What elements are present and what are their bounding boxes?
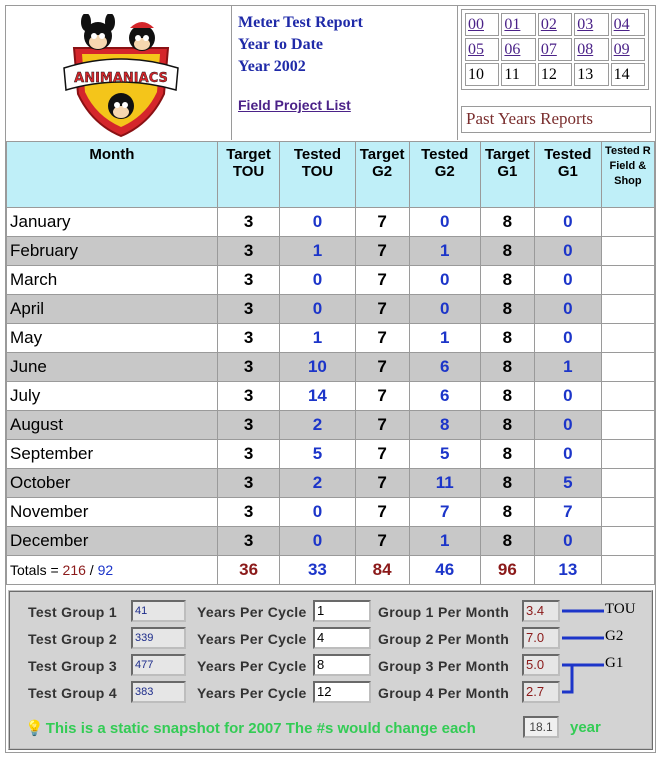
cell-month: May: [7, 324, 218, 353]
totals-tested-g2: 46: [409, 556, 480, 585]
years-per-cycle-3-input[interactable]: 8: [313, 654, 371, 676]
cell-month: October: [7, 469, 218, 498]
year-value-field: 18.1: [523, 716, 559, 738]
years-per-cycle-2-input[interactable]: 4: [313, 627, 371, 649]
cell-month: July: [7, 382, 218, 411]
group-4-per-month-field: 2.7: [522, 681, 560, 703]
cell-target-g2: 7: [355, 266, 409, 295]
field-project-list-link[interactable]: Field Project List: [238, 97, 351, 113]
header-tested-tou: Tested TOU: [280, 142, 355, 208]
cell-target-tou: 3: [217, 208, 280, 237]
cell-tested-r: [601, 353, 654, 382]
cell-tested-g1: 0: [534, 237, 601, 266]
cell-tested-g2: 8: [409, 411, 480, 440]
cell-tested-g1: 0: [534, 382, 601, 411]
cell-tested-tou: 0: [280, 295, 355, 324]
cell-target-tou: 3: [217, 324, 280, 353]
snapshot-note: [25, 719, 476, 737]
years-per-cycle-2-label: Years Per Cycle: [197, 631, 307, 647]
cell-tested-r: [601, 237, 654, 266]
group-1-per-month-field: 3.4: [522, 600, 560, 622]
test-group-2-field: 339: [131, 627, 186, 649]
cell-tested-tou: 14: [280, 382, 355, 411]
report-year: Year 2002: [238, 58, 306, 75]
cell-month: March: [7, 266, 218, 295]
year-word: year: [570, 719, 601, 736]
totals-label: Totals =: [10, 562, 63, 578]
header-month: Month: [7, 142, 218, 208]
years-per-cycle-1-input[interactable]: 1: [313, 600, 371, 622]
cell-month: February: [7, 237, 218, 266]
cell-tested-tou: 0: [280, 266, 355, 295]
cell-target-g1: 8: [480, 353, 534, 382]
cell-tested-r: [601, 440, 654, 469]
header-target-g2: Target G2: [355, 142, 409, 208]
cell-month: January: [7, 208, 218, 237]
cell-tested-tou: 1: [280, 324, 355, 353]
totals-target-tou: 36: [217, 556, 280, 585]
cell-month: August: [7, 411, 218, 440]
cell-tested-r: [601, 208, 654, 237]
meter-test-table: [6, 141, 655, 585]
report-header: [6, 6, 655, 140]
cell-tested-tou: 0: [280, 527, 355, 556]
header-tested-g1: Tested G1: [534, 142, 601, 208]
cell-target-g1: 8: [480, 266, 534, 295]
table-header-row: [7, 142, 655, 208]
cell-month: April: [7, 295, 218, 324]
cell-tested-g2: 11: [409, 469, 480, 498]
cell-tested-tou: 2: [280, 469, 355, 498]
cell-target-g1: 8: [480, 324, 534, 353]
calculator-panel: [8, 590, 653, 750]
totals-tested-tou: 33: [280, 556, 355, 585]
report-title-block: [238, 12, 363, 78]
header-target-tou: Target TOU: [217, 142, 280, 208]
year-link-0-1[interactable]: 01: [501, 13, 535, 36]
test-group-3-field: 477: [131, 654, 186, 676]
cell-target-g2: 7: [355, 324, 409, 353]
cell-tested-g2: 7: [409, 498, 480, 527]
cell-tested-g2: 0: [409, 208, 480, 237]
cell-tested-r: [601, 382, 654, 411]
year-row: [464, 37, 646, 62]
cell-target-tou: 3: [217, 440, 280, 469]
g1-connector-bracket: [562, 665, 604, 692]
title-cell: [232, 6, 458, 140]
cell-target-g2: 7: [355, 469, 409, 498]
year-link-2-1: 11: [501, 63, 535, 86]
cell-target-g2: 7: [355, 527, 409, 556]
cell-tested-g1: 0: [534, 527, 601, 556]
cell-target-tou: 3: [217, 498, 280, 527]
cell-month: September: [7, 440, 218, 469]
group-2-per-month-label: Group 2 Per Month: [378, 631, 510, 647]
year-row: [464, 62, 646, 87]
cell-tested-g2: 0: [409, 295, 480, 324]
cell-target-tou: 3: [217, 411, 280, 440]
cell-tested-g1: 0: [534, 295, 601, 324]
table-row: [7, 440, 655, 469]
cell-tested-g2: 1: [409, 237, 480, 266]
cell-target-g1: 8: [480, 295, 534, 324]
year-link-0-2[interactable]: 02: [538, 13, 572, 36]
cell-tested-tou: 10: [280, 353, 355, 382]
cell-tested-g1: 0: [534, 324, 601, 353]
logo-cell: [6, 6, 232, 140]
cell-tested-tou: 5: [280, 440, 355, 469]
report-title: Meter Test Report: [238, 14, 363, 31]
cell-target-tou: 3: [217, 353, 280, 382]
year-link-2-2: 12: [538, 63, 572, 86]
cell-target-g1: 8: [480, 469, 534, 498]
test-group-3-label: Test Group 3: [28, 658, 117, 674]
cell-target-g1: 8: [480, 208, 534, 237]
test-group-4-field: 383: [131, 681, 186, 703]
past-years-reports-link[interactable]: Past Years Reports: [461, 106, 651, 133]
cell-tested-g1: 0: [534, 440, 601, 469]
cell-target-g1: 8: [480, 498, 534, 527]
cell-tested-r: [601, 324, 654, 353]
years-cell: [458, 6, 655, 140]
legend-g2: G2: [605, 628, 624, 644]
cell-target-g1: 8: [480, 440, 534, 469]
totals-target-sum: 216: [62, 562, 86, 578]
totals-tested-sum: 92: [97, 562, 114, 578]
test-group-1-field: 41: [131, 600, 186, 622]
totals-separator: /: [85, 562, 98, 578]
header-tested-r-field-shop: Tested R Field & Shop: [601, 142, 654, 208]
cell-tested-g2: 0: [409, 266, 480, 295]
cell-tested-g2: 1: [409, 324, 480, 353]
cell-tested-g2: 5: [409, 440, 480, 469]
totals-target-g2: 84: [355, 556, 409, 585]
table-row: [7, 324, 655, 353]
cell-tested-g2: 6: [409, 353, 480, 382]
cell-tested-tou: 2: [280, 411, 355, 440]
cell-tested-g1: 5: [534, 469, 601, 498]
cell-tested-tou: 0: [280, 208, 355, 237]
cell-tested-g1: 0: [534, 411, 601, 440]
header-tested-g2: Tested G2: [409, 142, 480, 208]
year-link-2-3: 13: [574, 63, 608, 86]
cell-target-tou: 3: [217, 382, 280, 411]
cell-month: December: [7, 527, 218, 556]
table-row: [7, 411, 655, 440]
year-row: [464, 12, 646, 37]
header-target-g1: Target G1: [480, 142, 534, 208]
cell-target-g2: 7: [355, 411, 409, 440]
group-1-per-month-label: Group 1 Per Month: [378, 604, 510, 620]
animaniacs-logo: [60, 14, 182, 138]
group-3-per-month-label: Group 3 Per Month: [378, 658, 510, 674]
cell-tested-r: [601, 411, 654, 440]
cell-target-tou: 3: [217, 527, 280, 556]
group-2-per-month-field: 7.0: [522, 627, 560, 649]
table-row: [7, 353, 655, 382]
test-group-2-label: Test Group 2: [28, 631, 117, 647]
year-link-1-4[interactable]: 09: [611, 38, 645, 61]
year-link-2-0: 10: [465, 63, 499, 86]
snapshot-note-text: This is a static snapshot for 2007 The #s would change each: [45, 720, 476, 737]
cell-target-g2: 7: [355, 382, 409, 411]
years-per-cycle-4-label: Years Per Cycle: [197, 685, 307, 701]
table-row: [7, 266, 655, 295]
year-link-0-0[interactable]: 00: [465, 13, 499, 36]
year-link-2-4: 14: [611, 63, 645, 86]
cell-tested-r: [601, 498, 654, 527]
cell-target-g2: 7: [355, 295, 409, 324]
cell-target-g2: 7: [355, 353, 409, 382]
cell-tested-g1: 1: [534, 353, 601, 382]
cell-tested-r: [601, 527, 654, 556]
totals-tested-g1: 13: [534, 556, 601, 585]
cell-tested-tou: 1: [280, 237, 355, 266]
year-links-grid: [461, 9, 649, 90]
years-per-cycle-4-input[interactable]: 12: [313, 681, 371, 703]
table-row: [7, 469, 655, 498]
cell-target-tou: 3: [217, 237, 280, 266]
totals-label-cell: [7, 556, 218, 585]
cell-target-g2: 7: [355, 498, 409, 527]
table-row: [7, 382, 655, 411]
totals-tested-r: [601, 556, 654, 585]
year-link-0-4[interactable]: 04: [611, 13, 645, 36]
group-3-per-month-field: 5.0: [522, 654, 560, 676]
group-4-per-month-label: Group 4 Per Month: [378, 685, 510, 701]
cell-target-g2: 7: [355, 237, 409, 266]
cell-target-g2: 7: [355, 208, 409, 237]
year-link-1-0[interactable]: 05: [465, 38, 499, 61]
test-group-1-label: Test Group 1: [28, 604, 117, 620]
cell-tested-g1: 0: [534, 266, 601, 295]
test-group-4-label: Test Group 4: [28, 685, 117, 701]
years-per-cycle-3-label: Years Per Cycle: [197, 658, 307, 674]
legend-tou: TOU: [605, 601, 636, 617]
totals-row: [7, 556, 655, 585]
table-row: [7, 208, 655, 237]
cell-target-tou: 3: [217, 295, 280, 324]
cell-target-g2: 7: [355, 440, 409, 469]
table-row: [7, 237, 655, 266]
year-link-1-1[interactable]: 06: [501, 38, 535, 61]
cell-target-g1: 8: [480, 237, 534, 266]
year-link-0-3[interactable]: 03: [574, 13, 608, 36]
year-link-1-2[interactable]: 07: [538, 38, 572, 61]
table-row: [7, 527, 655, 556]
cell-target-g1: 8: [480, 382, 534, 411]
cell-target-tou: 3: [217, 469, 280, 498]
cell-target-g1: 8: [480, 527, 534, 556]
cell-tested-r: [601, 266, 654, 295]
cell-tested-g2: 1: [409, 527, 480, 556]
cell-tested-r: [601, 469, 654, 498]
cell-tested-g1: 7: [534, 498, 601, 527]
table-row: [7, 295, 655, 324]
cell-tested-r: [601, 295, 654, 324]
cell-tested-tou: 0: [280, 498, 355, 527]
table-row: [7, 498, 655, 527]
years-per-cycle-1-label: Years Per Cycle: [197, 604, 307, 620]
report-subtitle: Year to Date: [238, 36, 324, 53]
year-link-1-3[interactable]: 08: [574, 38, 608, 61]
cell-tested-g2: 6: [409, 382, 480, 411]
cell-target-g1: 8: [480, 411, 534, 440]
cell-target-tou: 3: [217, 266, 280, 295]
cell-tested-g1: 0: [534, 208, 601, 237]
cell-month: June: [7, 353, 218, 382]
cell-month: November: [7, 498, 218, 527]
logo-text: ANIMANIACS: [74, 71, 168, 86]
legend-g1: G1: [605, 655, 624, 671]
lightbulb-icon: 💡: [25, 720, 44, 737]
totals-target-g1: 96: [480, 556, 534, 585]
